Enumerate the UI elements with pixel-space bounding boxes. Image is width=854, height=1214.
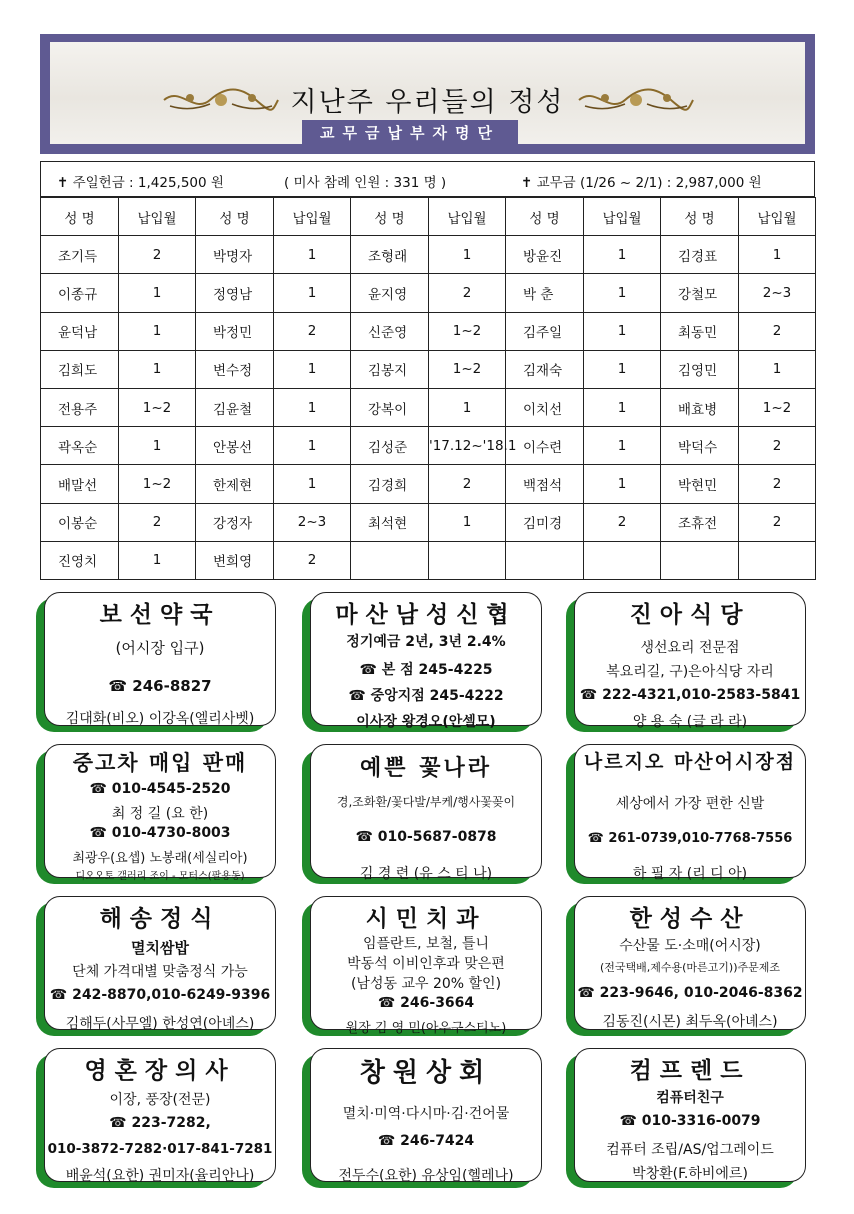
donor-name-cell: 방윤진 [506, 236, 584, 274]
ad-line: 멸치·미역·다시마·김·건어물 [342, 1106, 510, 1122]
ad-card-body [310, 744, 542, 882]
donor-month-cell: 2~3 [739, 274, 816, 312]
donor-name-cell: 김주일 [506, 312, 584, 350]
donor-month-cell: 1 [429, 503, 506, 541]
donor-month-cell: 1 [274, 388, 351, 426]
ad-card-boseon-pharmacy [36, 592, 278, 732]
donor-month-cell: 1 [274, 274, 351, 312]
donor-month-cell: 1 [119, 541, 196, 579]
donor-month-cell [429, 541, 506, 579]
ad-card-haesong-restaurant [36, 896, 278, 1036]
ornament-right-icon [575, 86, 697, 114]
ad-line: 이장, 풍장(전문) [109, 1092, 211, 1108]
ad-card-flower-shop [302, 744, 544, 884]
ad-line: 디오오토 갤러리 조이 - 모터스(팔용동) [75, 871, 245, 882]
donor-month-cell: 2 [584, 503, 661, 541]
ad-line: ☎ 261-0739,010-7768-7556 [587, 831, 793, 846]
ad-line: 김 경 련 (유 스 티 나) [359, 866, 493, 882]
ad-line: 박동석 이비인후과 맞은편 [347, 956, 505, 972]
donor-month-cell: 1 [119, 350, 196, 388]
table-row [41, 236, 816, 274]
ad-line: 컴퓨터 조립/AS/업그레이드 [606, 1142, 774, 1158]
donor-name-cell: 김봉지 [351, 350, 429, 388]
donor-month-cell: 1 [584, 388, 661, 426]
donor-month-cell: 2 [119, 503, 196, 541]
ad-line: 전두수(요한) 유상임(헬레나) [338, 1168, 514, 1184]
ad-line: ☎ 010-5687-0878 [355, 829, 497, 845]
donor-month-cell: 1~2 [429, 350, 506, 388]
column-header-month: 납입월 [584, 198, 661, 236]
ad-card-body [44, 1048, 276, 1182]
donor-name-cell: 김경표 [661, 236, 739, 274]
ad-line: 이사장 왕경오(안셀모) [356, 714, 496, 730]
ad-line: 세상에서 가장 편한 신발 [615, 796, 765, 812]
donor-month-cell: 2 [429, 274, 506, 312]
donor-month-cell: 1 [119, 274, 196, 312]
table-row [41, 541, 816, 579]
table-row [41, 350, 816, 388]
donor-month-cell: 1 [584, 465, 661, 503]
ad-line: 단체 가격대별 맞춤정식 가능 [72, 964, 248, 980]
donor-table [40, 197, 816, 580]
donor-month-cell: 1 [274, 350, 351, 388]
ad-title: 영혼장의사 [84, 1058, 236, 1084]
ad-card-body [574, 1048, 806, 1182]
donor-month-cell: 2 [429, 465, 506, 503]
donor-month-cell: 1 [584, 274, 661, 312]
ad-title: 마산남성신협 [335, 602, 517, 628]
donor-name-cell: 박정민 [196, 312, 274, 350]
donor-month-cell: 1~2 [429, 312, 506, 350]
ad-line: 최 정 길 (요 한) [111, 806, 209, 822]
donor-name-cell: 변희영 [196, 541, 274, 579]
donor-month-cell [584, 541, 661, 579]
donor-month-cell: 2 [274, 312, 351, 350]
ad-card-body [310, 592, 542, 730]
ad-title: 시민치과 [365, 906, 487, 932]
ad-line: 컴퓨터친구 [656, 1090, 724, 1106]
ad-title: 예쁜 꽃나라 [360, 756, 492, 781]
donor-name-cell: 이치선 [506, 388, 584, 426]
donor-month-cell: 1 [739, 350, 816, 388]
ad-line: (전국택배,제수용(마른고기))주문제조 [599, 961, 781, 974]
donor-month-cell: 2 [739, 465, 816, 503]
ad-card-body [574, 744, 806, 882]
donor-month-cell: 2 [739, 427, 816, 465]
donor-name-cell: 김희도 [41, 350, 119, 388]
donor-name-cell: 조형래 [351, 236, 429, 274]
ad-card-funeral-home [36, 1048, 278, 1188]
donor-name-cell [661, 541, 739, 579]
donor-name-cell: 김재숙 [506, 350, 584, 388]
ad-line: 최광우(요셉) 노봉래(세실리아) [72, 851, 248, 866]
donor-name-cell: 한제현 [196, 465, 274, 503]
donor-name-cell: 박덕수 [661, 427, 739, 465]
donor-month-cell: 1 [739, 236, 816, 274]
ad-card-body [574, 896, 806, 1030]
column-header-name: 성 명 [506, 198, 584, 236]
ad-card-body [44, 896, 276, 1030]
donor-name-cell: 조기득 [41, 236, 119, 274]
table-header-row [41, 198, 816, 236]
ad-card-comfriend-computer [566, 1048, 808, 1188]
donor-name-cell: 강정자 [196, 503, 274, 541]
ad-card-used-car-dealer [36, 744, 278, 884]
ad-line: ☎ 본 점 245-4225 [359, 662, 493, 678]
ad-title: 나르지오 마산어시장점 [583, 751, 797, 773]
donor-name-cell: 윤덕남 [41, 312, 119, 350]
banner-subtitle: 교무금납부자명단 [302, 120, 518, 146]
ad-line: 김동진(시몬) 최두옥(아녜스) [602, 1014, 778, 1030]
donor-month-cell: 1 [584, 236, 661, 274]
ad-card-hanseong-seafood [566, 896, 808, 1036]
ad-title: 중고차 매입 판매 [72, 751, 248, 775]
donor-name-cell: 최석현 [351, 503, 429, 541]
donor-month-cell: 1 [119, 312, 196, 350]
donor-month-cell: 2 [119, 236, 196, 274]
donor-month-cell: 1 [584, 312, 661, 350]
ad-line: 원장 김 영 민(아우구스티노) [345, 1021, 507, 1036]
ad-line: ☎ 246-7424 [377, 1133, 475, 1149]
ad-line: ☎ 010-4730-8003 [89, 825, 231, 841]
donor-month-cell: 1~2 [119, 465, 196, 503]
page-title: 지난주 우리들의 정성 [290, 87, 565, 118]
ad-title: 한성수산 [629, 906, 751, 932]
donor-name-cell: 이종규 [41, 274, 119, 312]
ad-line: 생선요리 전문점 [640, 640, 740, 656]
column-header-month: 납입월 [274, 198, 351, 236]
donor-name-cell: 김윤철 [196, 388, 274, 426]
donor-name-cell [506, 541, 584, 579]
donor-month-cell: 1 [429, 388, 506, 426]
ad-line: ☎ 246-3664 [377, 995, 475, 1011]
donor-month-cell [739, 541, 816, 579]
ad-card-narzio-shoes [566, 744, 808, 884]
ad-line: 박창환(F.하비에르) [632, 1166, 748, 1182]
table-row [41, 465, 816, 503]
ad-card-masan-credit-union [302, 592, 544, 732]
donor-month-cell: 1 [274, 236, 351, 274]
column-header-name: 성 명 [661, 198, 739, 236]
table-row [41, 388, 816, 426]
ad-title: 창원상회 [359, 1058, 493, 1088]
table-row [41, 312, 816, 350]
ad-line: 경,조화환/꽃다발/부케/행사꽃꽂이 [336, 795, 516, 809]
ad-line: ☎ 242-8870,010-6249-9396 [49, 987, 271, 1003]
offering-summary [40, 161, 815, 197]
donor-month-cell: 1 [119, 427, 196, 465]
donor-name-cell: 강복이 [351, 388, 429, 426]
ad-line: 복요리길, 구)은아식당 자리 [606, 664, 774, 680]
donor-name-cell: 전용주 [41, 388, 119, 426]
ad-line: 하 필 자 (리 디 아) [632, 866, 748, 882]
ad-line: 멸치쌈밥 [131, 939, 189, 957]
ad-line: 수산물 도·소매(어시장) [619, 938, 761, 954]
ad-card-simin-dental [302, 896, 544, 1036]
donor-month-cell: 1~2 [739, 388, 816, 426]
donor-name-cell: 김성준 [351, 427, 429, 465]
ad-line: ☎ 246-8827 [108, 677, 212, 695]
donor-name-cell: 안봉선 [196, 427, 274, 465]
donor-name-cell: 강철모 [661, 274, 739, 312]
donor-month-cell: 2 [274, 541, 351, 579]
ad-card-body [310, 896, 542, 1036]
column-header-month: 납입월 [119, 198, 196, 236]
table-row [41, 503, 816, 541]
ad-line: ☎ 223-7282, [109, 1115, 211, 1131]
donor-name-cell: 곽옥순 [41, 427, 119, 465]
donor-name-cell: 윤지영 [351, 274, 429, 312]
donor-name-cell: 박현민 [661, 465, 739, 503]
donor-month-cell: 2~3 [274, 503, 351, 541]
column-header-name: 성 명 [351, 198, 429, 236]
column-header-name: 성 명 [41, 198, 119, 236]
donor-month-cell: 1 [584, 350, 661, 388]
donor-month-cell: '17.12~'18.1 [429, 427, 506, 465]
donor-month-cell: 1 [274, 427, 351, 465]
ad-card-body [44, 744, 276, 882]
donor-name-cell: 배효병 [661, 388, 739, 426]
donor-name-cell: 김미경 [506, 503, 584, 541]
ad-line: 배윤석(요한) 권미자(율리안나) [65, 1168, 255, 1184]
ad-line: 김대화(비오) 이강옥(엘리사벳) [65, 711, 255, 727]
ad-title: 해송정식 [99, 906, 221, 932]
ad-line: 010-3872-7282·017-841-7281 [47, 1141, 273, 1157]
column-header-month: 납입월 [429, 198, 506, 236]
ad-card-jina-restaurant [566, 592, 808, 732]
ad-card-body [44, 592, 276, 726]
ad-line: 양 용 숙 (글 라 라) [632, 714, 748, 730]
mass-attendance: ( 미사 참례 인원 : 331 명 ) [284, 175, 447, 191]
ad-title: 진아식당 [629, 602, 751, 628]
donor-month-cell: 1 [274, 465, 351, 503]
donor-name-cell: 조휴전 [661, 503, 739, 541]
donor-name-cell: 이봉순 [41, 503, 119, 541]
donor-name-cell: 이수련 [506, 427, 584, 465]
donor-name-cell: 배말선 [41, 465, 119, 503]
donor-name-cell [351, 541, 429, 579]
ad-line: (어시장 입구) [115, 639, 205, 657]
table-row [41, 274, 816, 312]
donor-name-cell: 김경희 [351, 465, 429, 503]
column-header-name: 성 명 [196, 198, 274, 236]
ad-line: ☎ 010-4545-2520 [89, 781, 231, 797]
ad-title: 컴프렌드 [629, 1058, 751, 1084]
donor-name-cell: 변수정 [196, 350, 274, 388]
header-banner [40, 34, 815, 154]
donor-name-cell: 백점석 [506, 465, 584, 503]
ad-line: 김해두(사무엘) 한성연(아녜스) [65, 1016, 255, 1032]
donor-month-cell: 2 [739, 503, 816, 541]
donor-month-cell: 2 [739, 312, 816, 350]
dues-total: ✝ 교무금 (1/26 ~ 2/1) : 2,987,000 원 [521, 175, 762, 191]
ad-line: 정기예금 2년, 3년 2.4% [346, 634, 506, 650]
ad-line: ☎ 중앙지점 245-4222 [348, 688, 504, 704]
donor-month-cell: 1 [584, 427, 661, 465]
ad-line: ☎ 222-4321,010-2583-5841 [579, 687, 801, 703]
ad-line: 임플란트, 보철, 틀니 [363, 936, 489, 952]
ad-line: (남성동 교우 20% 할인) [350, 976, 502, 992]
ad-card-changwon-store [302, 1048, 544, 1188]
donor-month-cell: 1 [429, 236, 506, 274]
donor-name-cell: 김영민 [661, 350, 739, 388]
ad-line: ☎ 223-9646, 010-2046-8362 [577, 985, 803, 1001]
sunday-offering: ✝ 주일헌금 : 1,425,500 원 [57, 175, 224, 191]
ad-title: 보선약국 [99, 602, 221, 628]
donor-name-cell: 신준영 [351, 312, 429, 350]
donor-name-cell: 박명자 [196, 236, 274, 274]
donor-name-cell: 진영치 [41, 541, 119, 579]
donor-name-cell: 정영남 [196, 274, 274, 312]
donor-month-cell: 1~2 [119, 388, 196, 426]
column-header-month: 납입월 [739, 198, 816, 236]
table-row [41, 427, 816, 465]
ad-line: ☎ 010-3316-0079 [619, 1113, 761, 1129]
ad-card-body [574, 592, 806, 730]
donor-name-cell: 최동민 [661, 312, 739, 350]
donor-name-cell: 박 춘 [506, 274, 584, 312]
ad-card-body [310, 1048, 542, 1182]
